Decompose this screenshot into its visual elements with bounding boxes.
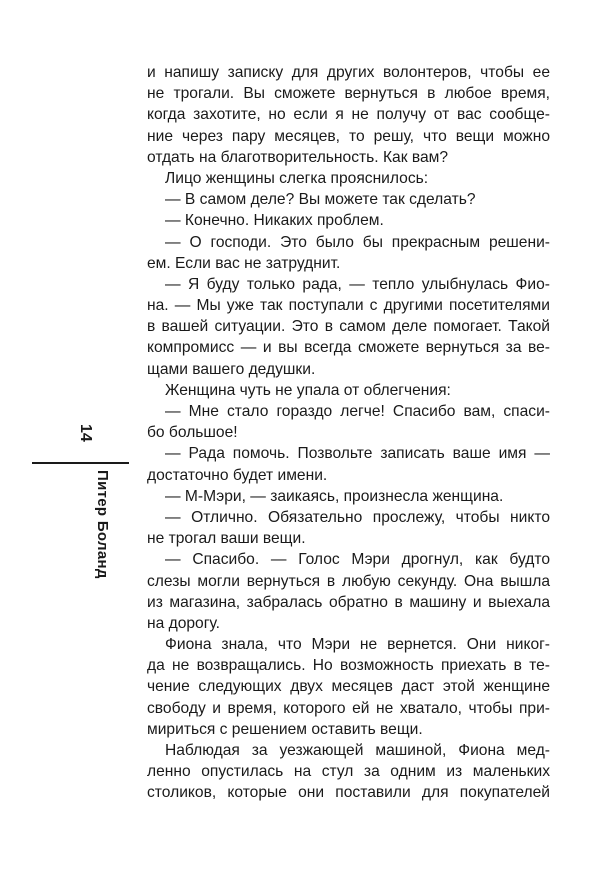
text-line: слезы могли вернуться в любую секунду. Она вышла [147,572,550,590]
text-line: — Конечно. Никаких проблем. [165,212,384,230]
text-line: ем. Если вас не затруднит. [147,254,341,272]
text-line: отдать на благотворительность. Как вам? [147,148,449,166]
text-line: столиков, которые они поставили для покупателей [147,784,550,802]
text-line: Женщина чуть не упала от облегчения: [165,381,451,399]
text-line: мириться с решением оставить вещи. [147,720,423,738]
text-line: — Рада помочь. Позвольте записать ваше имя — [165,445,550,463]
text-line: бо большое! [147,424,238,442]
text-line: да не возвращались. Но возможность приехать в те- [147,657,550,675]
text-line: и напишу записку для других волонтеров, чтобы ее [147,64,550,81]
text-line: — М-Мэри, — заикаясь, произнесла женщина. [165,487,504,505]
text-line: из магазина, забралась обратно в машину и выехала [147,593,550,611]
text-line: в вашей ситуации. Это в самом деле помогает. Такой [147,318,550,336]
text-line: Лицо женщины слегка прояснилось: [165,169,429,187]
text-line: Фиона знала, что Мэри не вернется. Они никог- [165,636,550,654]
text-line: — Я буду только рада, — тепло улыбнулась Фио- [165,275,550,293]
text-line: — В самом деле? Вы можете так сделать? [165,191,476,209]
text-line: не трогал ваши вещи. [147,530,306,548]
text-line: когда захотите, но если я не получу от вас сообще- [147,106,550,124]
text-line: на дорогу. [147,614,220,632]
text-line: свободу и время, которого ей не хватало, чтобы при- [147,699,550,717]
text-line: достаточно будет имени. [147,466,328,484]
text-line: чение следующих двух месяцев даст этой женщине [147,678,550,696]
text-line: Наблюдая за уезжающей машиной, Фиона мед- [165,742,550,759]
text-line: компромисс — и вы всегда сможете вернуться за ве- [147,339,550,357]
running-header-author: Питер Боланд [94,470,111,579]
page-number: 14 [77,424,94,442]
text-line: — Отлично. Обязательно прослежу, чтобы никто [165,508,550,526]
text-line: — О господи. Это было бы прекрасным решени- [165,233,550,251]
body-text [147,62,550,804]
text-line: — Спасибо. — Голос Мэри дрогнул, как будто [165,551,550,569]
text-line: на. — Мы уже так поступали с другими посетителями [147,297,550,315]
text-line: ленно опустилась на стул за одним из маленьких [147,763,550,781]
text-line: — Мне стало гораздо легче! Спасибо вам, спаси- [165,403,550,420]
text-line: не трогали. Вы сможете вернуться в любое время, [147,85,550,103]
text-line: щами вашего дедушки. [147,360,316,378]
text-line: ние через пару месяцев, то решу, что вещи можно [147,127,550,145]
margin-divider [32,462,129,464]
